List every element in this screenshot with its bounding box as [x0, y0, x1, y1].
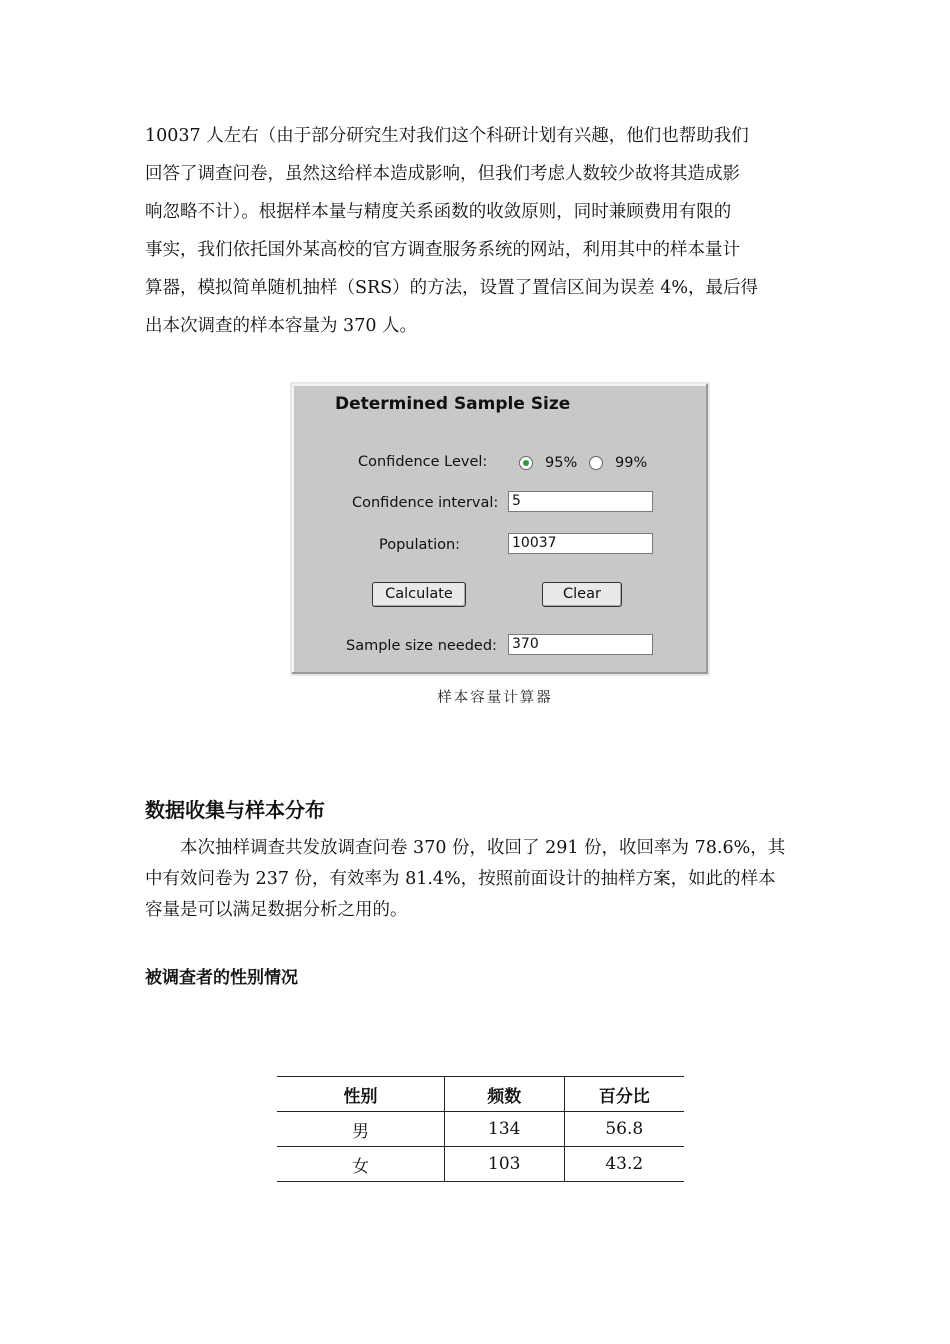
- option-99-label: 99%: [615, 455, 648, 471]
- calculator-title: Determined Sample Size: [335, 394, 571, 414]
- confidence-interval-label: Confidence interval:: [352, 495, 499, 511]
- table-cell: 女: [277, 1147, 445, 1182]
- table-header-row: [277, 1077, 684, 1112]
- table-cell: 男: [277, 1112, 445, 1147]
- table-cell: 103: [445, 1147, 564, 1182]
- table-cell: 56.8: [564, 1112, 684, 1147]
- sample-size-calculator: [290, 382, 710, 676]
- subheading-gender: 被调查者的性别情况: [145, 968, 298, 988]
- column-header: 性别: [277, 1077, 445, 1112]
- option-95-label: 95%: [545, 455, 578, 471]
- column-header: 频数: [445, 1077, 564, 1112]
- table-row: [277, 1147, 684, 1182]
- column-header: 百分比: [564, 1077, 684, 1112]
- radio-99[interactable]: [589, 456, 603, 470]
- sample-size-field[interactable]: 370: [508, 634, 653, 655]
- intro-line: 出本次调查的样本容量为 370 人。: [145, 316, 418, 336]
- population-label: Population:: [379, 537, 461, 553]
- collection-paragraph: [145, 833, 807, 926]
- calculate-button[interactable]: Calculate: [372, 582, 466, 607]
- gender-table: [277, 1076, 684, 1182]
- intro-line: 响忽略不计）。根据样本量与精度关系函数的收敛原则，同时兼顾费用有限的: [145, 202, 732, 222]
- intro-paragraph: [145, 117, 807, 345]
- table-cell: 43.2: [564, 1147, 684, 1182]
- collection-line: 本次抽样调查共发放调查问卷 370 份，收回了 291 份，收回率为 78.6%，其: [180, 838, 786, 858]
- confidence-level-label: Confidence Level:: [358, 454, 488, 470]
- collection-line: 中有效问卷为 237 份，有效率为 81.4%，按照前面设计的抽样方案，如此的样本: [145, 869, 776, 889]
- intro-line: 10037 人左右（由于部分研究生对我们这个科研计划有兴趣，他们也帮助我们: [145, 126, 749, 146]
- table-row: [277, 1112, 684, 1147]
- figure-caption: 样本容量计算器: [437, 690, 553, 706]
- collection-line: 容量是可以满足数据分析之用的。: [145, 900, 408, 920]
- table-cell: 134: [445, 1112, 564, 1147]
- clear-button[interactable]: Clear: [542, 582, 622, 607]
- intro-line: 算器，模拟简单随机抽样（SRS）的方法，设置了置信区间为误差 4%，最后得: [145, 278, 758, 298]
- radio-95-selected[interactable]: [519, 456, 533, 470]
- population-field[interactable]: 10037: [508, 533, 653, 554]
- sample-size-label: Sample size needed:: [346, 638, 497, 654]
- section-heading: 数据收集与样本分布: [145, 798, 325, 822]
- intro-line: 回答了调查问卷，虽然这给样本造成影响，但我们考虑人数较少故将其造成影: [145, 164, 740, 184]
- confidence-interval-field[interactable]: 5: [508, 491, 653, 512]
- intro-line: 事实，我们依托国外某高校的官方调查服务系统的网站，利用其中的样本量计: [145, 240, 740, 260]
